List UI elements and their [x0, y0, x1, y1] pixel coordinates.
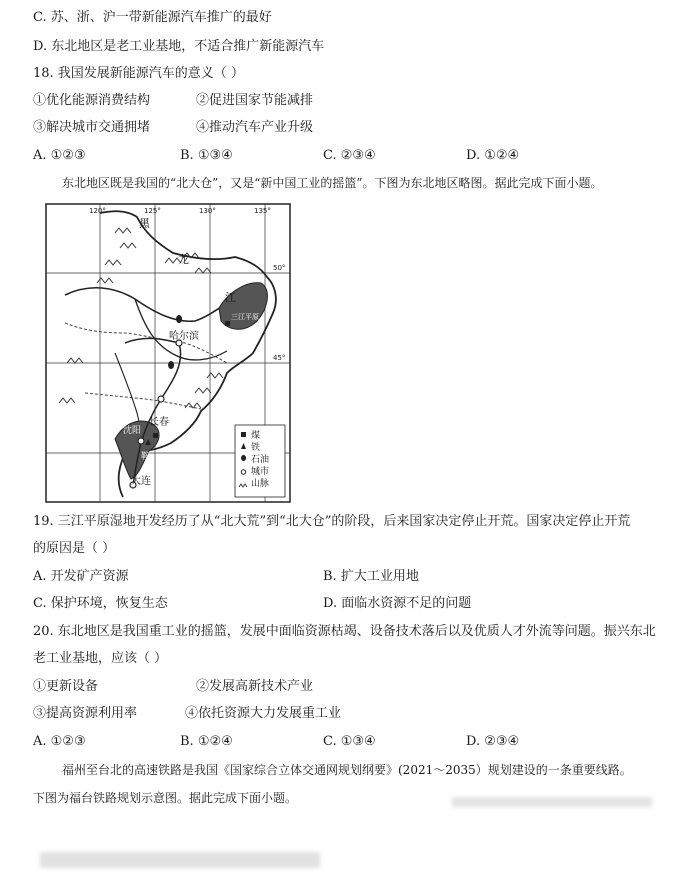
q18-statement-1: ①优化能源消费结构: [33, 93, 151, 108]
label-long: 龙: [178, 253, 189, 266]
q20-option-a: A. ①②③: [33, 734, 86, 749]
railway-intro-line2: 下图为福台铁路规划示意图。据此完成下面小题。: [33, 791, 298, 805]
lon-label-130: 130°: [199, 207, 216, 215]
q20-statement-3: ③提高资源利用率: [33, 706, 138, 721]
legend-mountain: 山脉: [251, 479, 270, 489]
lon-label-125: 125°: [144, 207, 161, 215]
map-intro: 东北地区既是我国的“北大仓”，又是“新中国工业的摇篮”。下图为东北地区略图。据此完成下面小题。: [62, 176, 603, 190]
lat-label-50: 50°: [273, 264, 286, 272]
label-shenyang: 沈阳: [123, 426, 142, 436]
legend-oil: 石油: [251, 455, 270, 465]
q18-option-c: C. ②③④: [323, 148, 376, 163]
label-jiang: 江: [225, 291, 236, 304]
legend-coal: 煤: [251, 431, 261, 441]
q19-option-c: C. 保护环境，恢复生态: [33, 596, 168, 611]
label-anshan: 鞍: [141, 452, 151, 462]
legend-city: 城市: [251, 467, 270, 477]
q18-stem: 18. 我国发展新能源汽车的意义（ ）: [33, 66, 244, 81]
q18-option-a: A. ①②③: [33, 148, 86, 163]
q20-option-c: C. ①③④: [323, 734, 376, 749]
q19-stem-line1: 19. 三江平原湿地开发经历了从“北大荒”到“北大仓”的阶段，后来国家决定停止开荒。国家决定停止开荒: [33, 514, 631, 529]
legend-iron: 铁: [251, 443, 261, 453]
q18-statement-3: ③解决城市交通拥堵: [33, 120, 151, 135]
q20-stem-line1: 20. 东北地区是我国重工业的摇篮，发展中面临资源枯竭、设备技术落后以及优质人才外流等问题。振兴东北: [33, 624, 656, 639]
q19-option-b: B. 扩大工业用地: [323, 569, 419, 584]
q17-option-c: C. 苏、浙、沪一带新能源汽车推广的最好: [33, 10, 272, 25]
label-dalian: 大连: [131, 476, 151, 487]
lon-label-135: 135°: [254, 207, 271, 215]
q18-statement-4: ④推动汽车产业升级: [196, 120, 314, 135]
lon-label-120: 120°: [89, 207, 106, 215]
label-sanjiang: 三江平原: [231, 313, 259, 321]
label-harbin: 哈尔滨: [169, 331, 199, 342]
q20-statement-1: ①更新设备: [33, 679, 99, 694]
q19-option-a: A. 开发矿产资源: [33, 569, 129, 584]
label-hei: 黑: [139, 217, 150, 230]
q17-option-d: D. 东北地区是老工业基地，不适合推广新能源汽车: [33, 39, 325, 54]
northeast-china-map: [45, 203, 291, 503]
q20-statement-4: ④依托资源大力发展重工业: [185, 706, 342, 721]
blurred-watermark: [452, 797, 652, 807]
q18-statement-2: ②促进国家节能减排: [196, 93, 314, 108]
q20-option-d: D. ②③④: [466, 734, 520, 749]
map-legend: [235, 425, 285, 497]
q18-option-b: B. ①③④: [180, 148, 233, 163]
railway-intro-line1: 福州至台北的高速铁路是我国《国家综合立体交通网规划纲要》(2021～2035）规划建设的一条重要线路。: [62, 763, 632, 777]
q19-option-d: D. 面临水资源不足的问题: [323, 596, 472, 611]
lat-label-45: 45°: [273, 354, 286, 362]
q19-stem-line2: 的原因是（ ）: [33, 541, 116, 556]
q20-statement-2: ②发展高新技术产业: [196, 679, 314, 694]
q20-stem-line2: 老工业基地，应该（ ）: [33, 651, 168, 666]
blurred-footer: [40, 852, 320, 868]
q18-option-d: D. ①②④: [466, 148, 520, 163]
label-changchun: 长春: [149, 417, 169, 428]
q20-option-b: B. ①②④: [180, 734, 233, 749]
